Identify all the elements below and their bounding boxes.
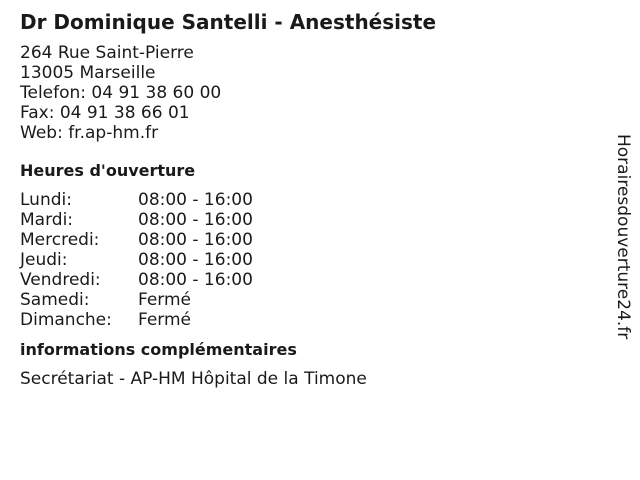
hours-value: Fermé: [138, 310, 192, 330]
day-label: Mardi:: [20, 210, 74, 230]
hours-value: 08:00 - 16:00: [138, 250, 253, 270]
business-card: [20, 10, 590, 389]
address-line-city: 13005 Marseille: [20, 63, 156, 83]
address-line-street: 264 Rue Saint-Pierre: [20, 43, 194, 63]
fax-number: Fax: 04 91 38 66 01: [20, 103, 190, 123]
day-label: Samedi:: [20, 290, 90, 310]
website: Web: fr.ap-hm.fr: [20, 123, 159, 143]
site-watermark: Horairesdouverture24.fr: [613, 134, 633, 340]
hours-row-friday: [20, 270, 590, 290]
phone-number: Telefon: 04 91 38 60 00: [20, 83, 222, 103]
hours-row-sunday: [20, 310, 590, 330]
additional-info-text: Secrétariat - AP-HM Hôpital de la Timone: [20, 369, 367, 389]
hours-value: 08:00 - 16:00: [138, 190, 253, 210]
hours-value: Fermé: [138, 290, 192, 310]
day-label: Dimanche:: [20, 310, 112, 330]
hours-value: 08:00 - 16:00: [138, 270, 253, 290]
hours-row-saturday: [20, 290, 590, 310]
hours-value: 08:00 - 16:00: [138, 230, 253, 250]
contact-block: [20, 43, 590, 143]
day-label: Vendredi:: [20, 270, 101, 290]
hours-row-wednesday: [20, 230, 590, 250]
day-label: Lundi:: [20, 190, 72, 210]
hours-row-tuesday: [20, 210, 590, 230]
hours-row-monday: [20, 190, 590, 210]
hours-row-thursday: [20, 250, 590, 270]
day-label: Mercredi:: [20, 230, 100, 250]
opening-hours-title: Heures d'ouverture: [20, 161, 196, 180]
opening-hours-table: [20, 190, 590, 330]
hours-value: 08:00 - 16:00: [138, 210, 253, 230]
additional-info-title: informations complémentaires: [20, 340, 297, 359]
day-label: Jeudi:: [20, 250, 68, 270]
page-title: Dr Dominique Santelli - Anesthésiste: [20, 10, 437, 34]
